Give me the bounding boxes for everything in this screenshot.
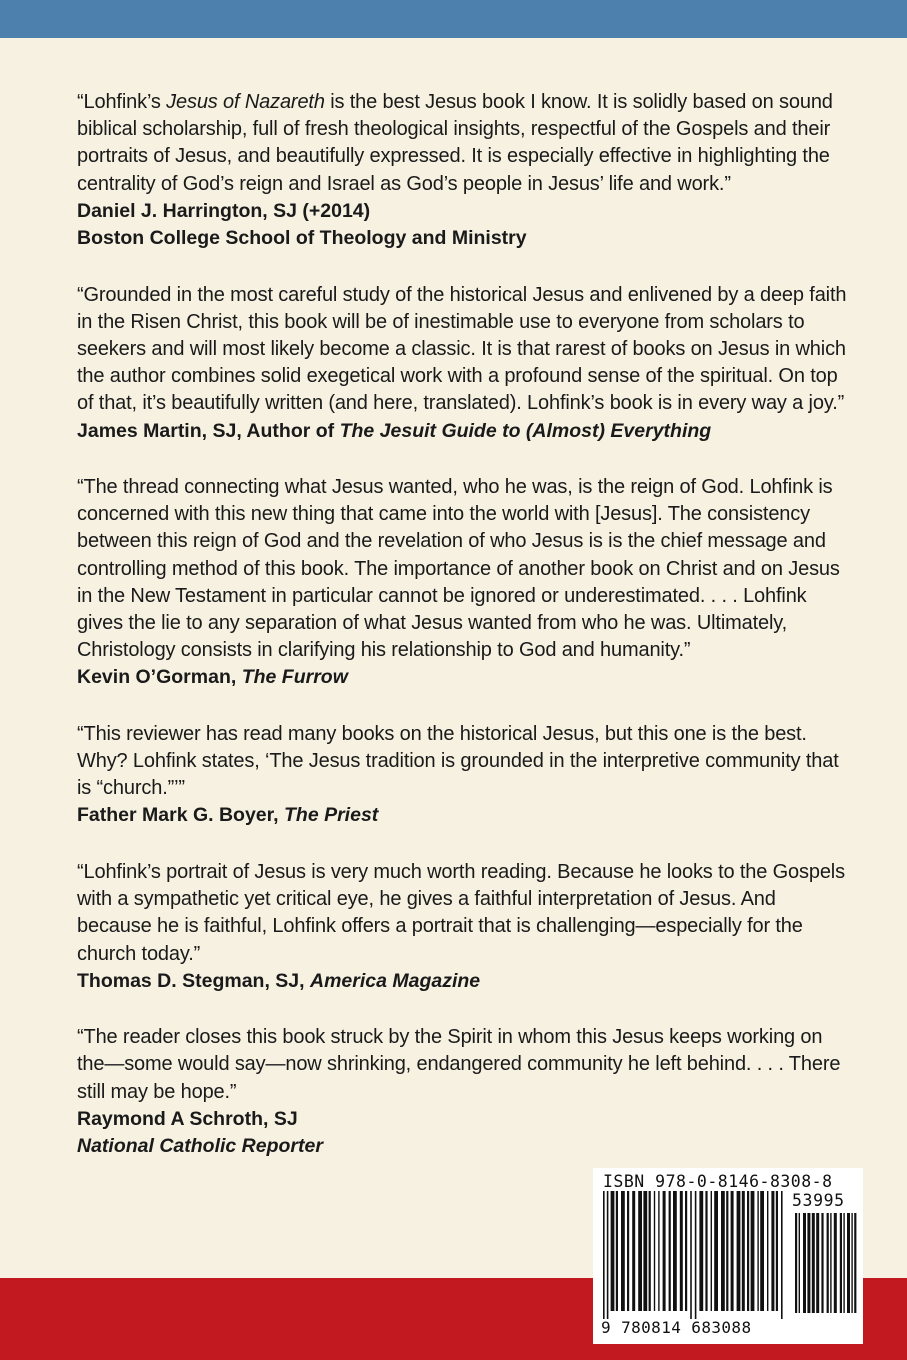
- endorsements: [77, 89, 852, 1190]
- endorsement-quote: [77, 282, 852, 418]
- ean-digits: 9 780814 683088: [601, 1318, 752, 1337]
- endorsement-attribution: [77, 1106, 852, 1133]
- text-run: Boston College School of Theology and Ministry: [77, 227, 527, 250]
- isbn-label: ISBN 978-0-8146-8308-8: [603, 1172, 833, 1191]
- text-run: James Martin, SJ, Author of: [77, 419, 340, 442]
- endorsement-attribution: [77, 802, 852, 829]
- text-run: Raymond A Schroth, SJ: [77, 1107, 298, 1130]
- text-run: “Lohfink’s: [77, 91, 167, 113]
- isbn-barcode: [593, 1168, 863, 1344]
- italic-title: The Priest: [284, 804, 379, 827]
- endorsement-block: [77, 721, 852, 830]
- endorsement-attribution: [77, 664, 852, 691]
- endorsement-attribution: [77, 198, 852, 225]
- text-run: Kevin O’Gorman,: [77, 666, 242, 689]
- text-run: “Lohfink’s portrait of Jesus is very much worth reading. Because he looks to the Gospels with a sympathetic yet critical eye, he gives a faithful interpretation of Jesus. And because he is faithful, Lohfink offers a portrait that is challenging—especially for the church today.”: [77, 860, 845, 965]
- text-run: “This reviewer has read many books on the historical Jesus, but this one is the best. Why? Lohfink states, ‘The Jesus tradition is grounded in the interpretive community that is “church.”’”: [77, 722, 839, 800]
- endorsement-quote: [77, 474, 852, 664]
- price-addon-digits: 53995: [792, 1191, 845, 1210]
- endorsement-quote: [77, 1024, 852, 1106]
- endorsement-block: [77, 1024, 852, 1160]
- top-color-band: [0, 0, 907, 38]
- barcode-bars: [597, 1191, 859, 1319]
- endorsement-quote: [77, 89, 852, 198]
- text-run: Father Mark G. Boyer,: [77, 804, 284, 827]
- italic-title: National Catholic Reporter: [77, 1135, 323, 1158]
- text-run: Thomas D. Stegman, SJ,: [77, 969, 310, 992]
- endorsement-attribution: [77, 225, 852, 252]
- italic-title: Jesus of Nazareth: [166, 91, 325, 113]
- endorsement-block: [77, 474, 852, 692]
- italic-title: The Furrow: [241, 666, 348, 689]
- endorsement-block: [77, 282, 852, 445]
- endorsement-attribution: [77, 418, 852, 445]
- text-run: is the best Jesus book I know. It is solidly based on sound biblical scholarship, full of fresh theological insights, respectful of the Gospels and their portraits of Jesus, and beautifully expressed. It is especially effective in highlighting the centrality of God’s reign and Israel as God’s people in Jesus’ life and work.”: [77, 91, 833, 195]
- text-run: “The reader closes this book struck by the Spirit in whom this Jesus keeps working on the—some would say—now shrinking, endangered community he left behind. . . . There still may be hope.”: [77, 1026, 841, 1103]
- text-run: Daniel J. Harrington, SJ (+2014): [77, 199, 371, 222]
- endorsement-block: [77, 859, 852, 995]
- endorsement-attribution: [77, 1133, 852, 1160]
- text-run: “Grounded in the most careful study of the historical Jesus and enlivened by a deep faith in the Risen Christ, this book will be of inestimable use to everyone from scholars to seekers and will most likely become a classic. It is that rarest of books on Jesus in which the author combines solid exegetical work with a profound sense of the spiritual. On top of that, it’s beautifully written (and here, translated). Lohfink’s book is in every way a joy.”: [77, 283, 847, 415]
- text-run: “The thread connecting what Jesus wanted, who he was, is the reign of God. Lohfink is concerned with this new thing that came into the world with [Jesus]. The consistency between this reign of God and the revelation of who Jesus is is the chief message and controlling method of this book. The importance of another book on Christ and on Jesus in the New Testament in particular cannot be ignored or underestimated. . . . Lohfink gives the lie to any separation of what Jesus wanted from who he was. Ultimately, Christology consists in clarifying his relationship to God and humanity.”: [77, 476, 840, 662]
- endorsement-quote: [77, 721, 852, 803]
- endorsement-block: [77, 89, 852, 253]
- endorsement-quote: [77, 859, 852, 968]
- italic-title: America Magazine: [309, 969, 481, 992]
- italic-title: The Jesuit Guide to (Almost) Everything: [339, 419, 712, 442]
- endorsement-attribution: [77, 968, 852, 995]
